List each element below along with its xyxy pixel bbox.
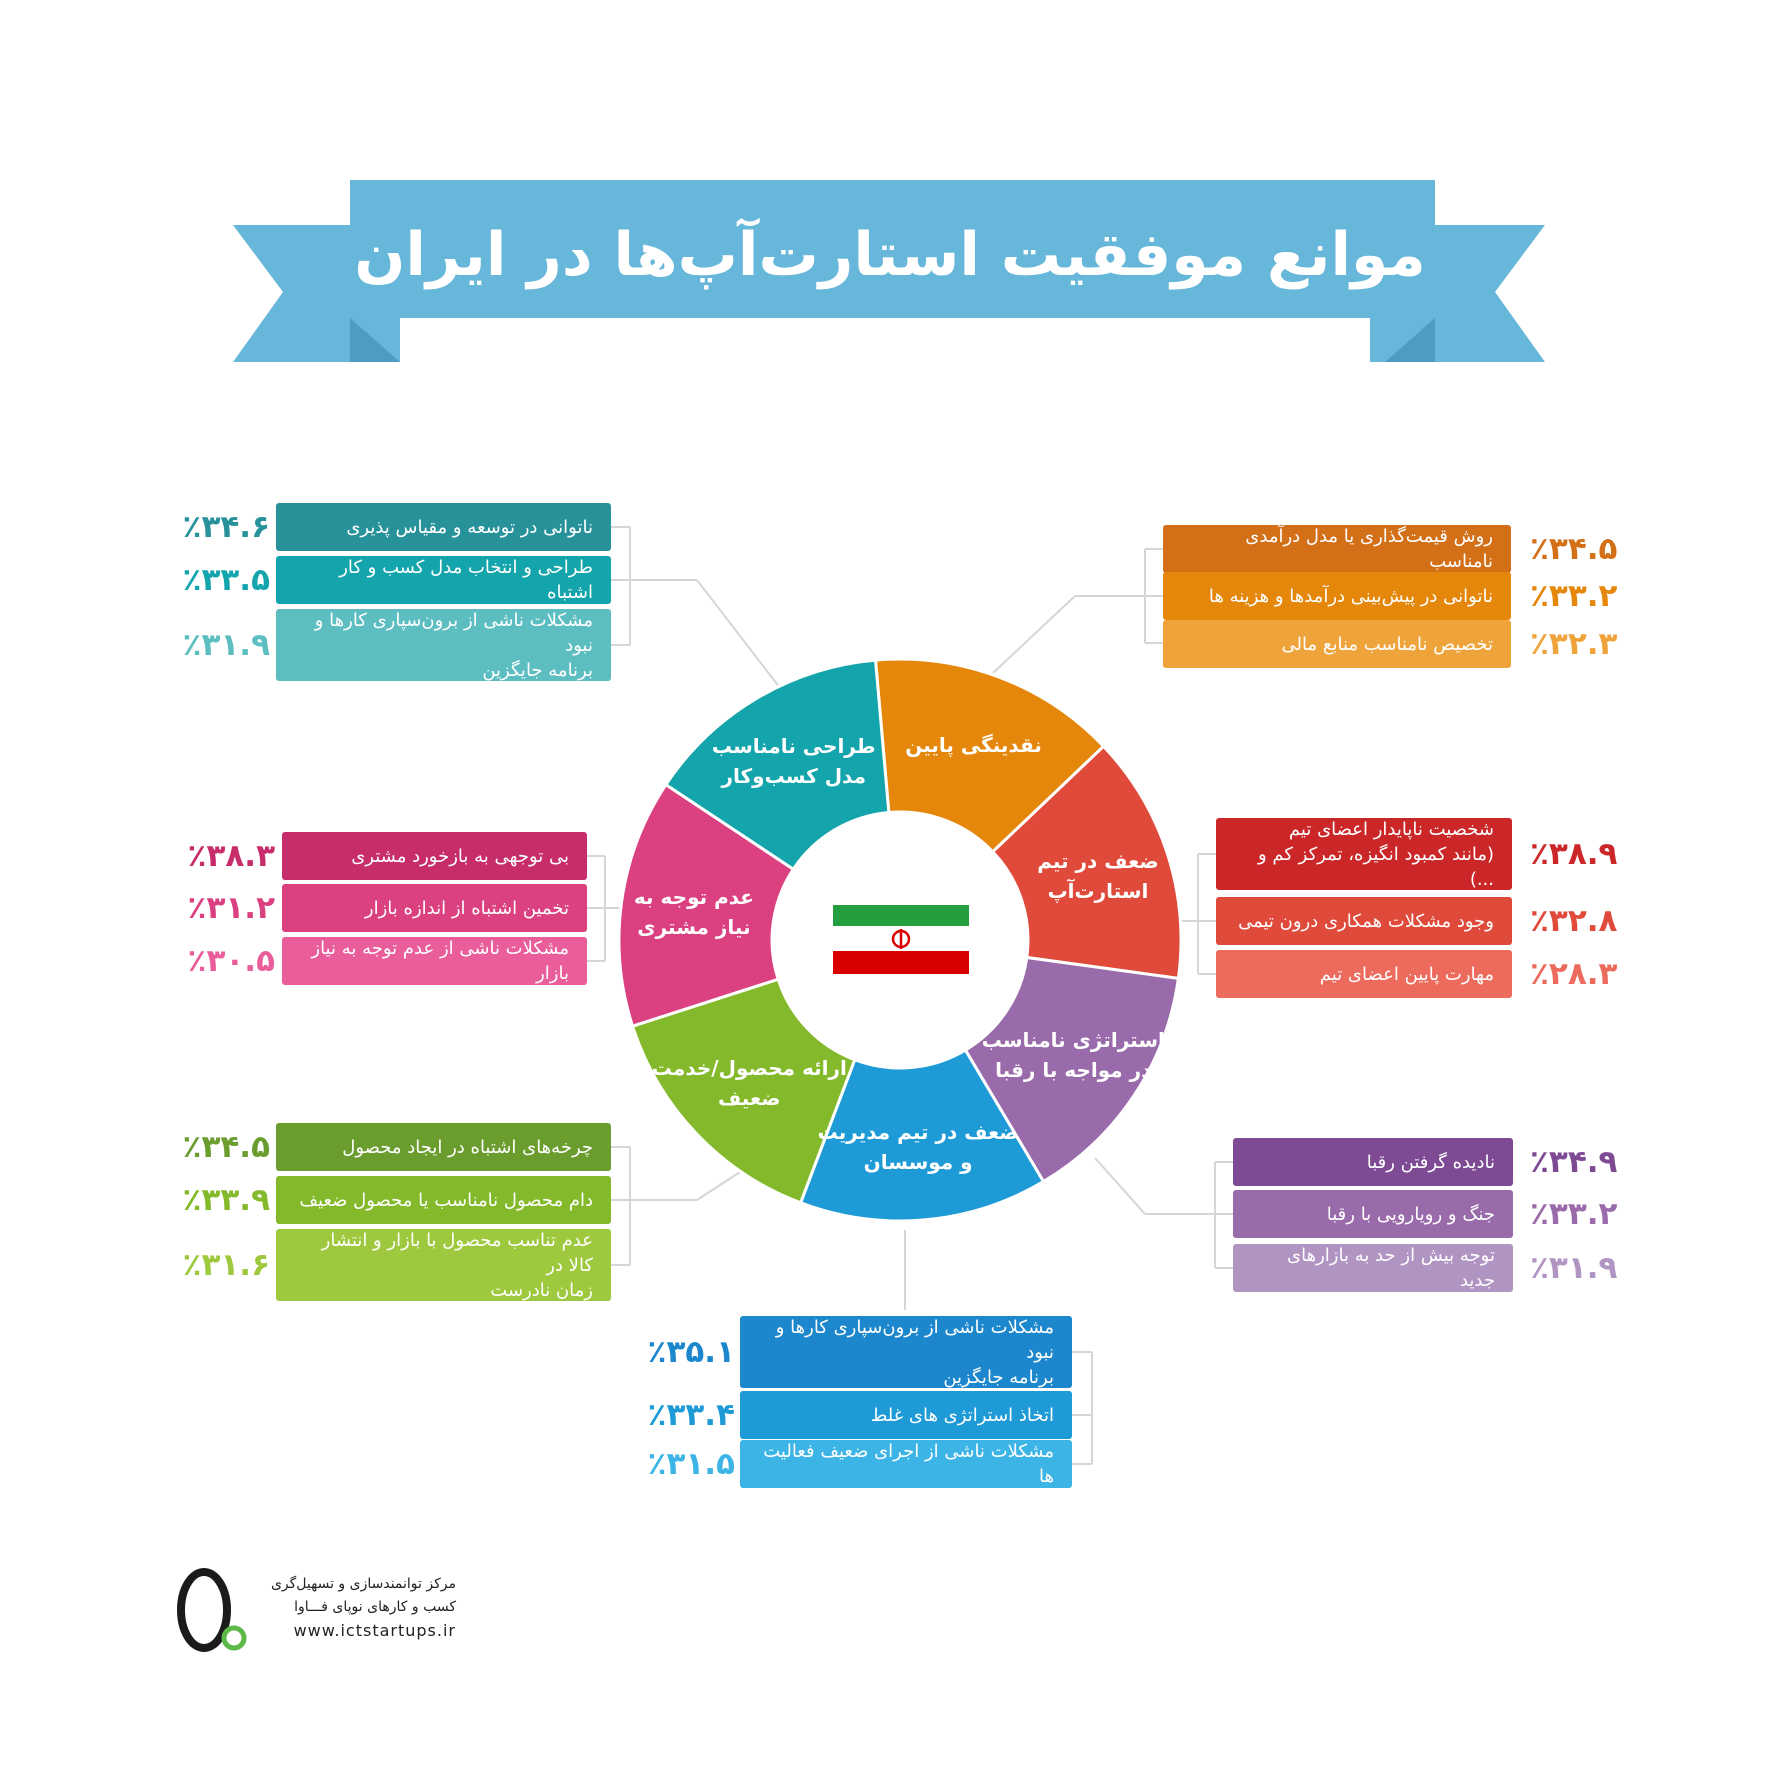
connector-line (1095, 1158, 1145, 1214)
item-percentage: ٪۳۸.۳ (187, 838, 275, 874)
item-percentage: ٪۳۳.۴ (647, 1397, 735, 1433)
item-percentage: ٪۳۱.۹ (1530, 1250, 1618, 1286)
item-text: مهارت پایین اعضای تیم (1319, 963, 1494, 985)
segment-label-line: ارائه محصول/خدمت (651, 1056, 847, 1081)
item-box (1163, 525, 1511, 573)
item-percentage: ٪۳۳.۵ (182, 562, 270, 598)
item-text: (مانند کمبود انگیزه، تمرکز کم و ...) (1257, 843, 1494, 890)
segment-label (982, 1025, 1165, 1085)
item-percentage: ٪۳۳.۲ (1530, 1196, 1618, 1232)
item-box (282, 937, 587, 985)
item-text: مشکلات ناشی از برون‌سپاری کارها و نبود (314, 609, 593, 656)
item-box (1216, 950, 1512, 998)
item-box (740, 1440, 1072, 1488)
logo-url: www.ictstartups.ir (293, 1621, 456, 1640)
item-text: تخصیص نامناسب منابع مالی (1281, 633, 1493, 655)
item-text: برنامه جایگزین (943, 1366, 1054, 1388)
item-box (1216, 897, 1512, 945)
logo-text (256, 1573, 456, 1642)
item-box (276, 556, 611, 604)
item-box (282, 832, 587, 880)
item-box (1233, 1190, 1513, 1238)
item-box (1216, 818, 1512, 890)
item-box (276, 503, 611, 551)
segment-label (905, 730, 1042, 760)
page-title: موانع موفقیت استارت‌آپ‌ها در ایران (354, 220, 1426, 290)
item-box (282, 884, 587, 932)
segment-label-line: عدم توجه به (633, 884, 754, 909)
connector-line (697, 580, 780, 688)
item-text: مشکلات ناشی از عدم توجه به نیاز بازار (311, 938, 569, 984)
item-percentage: ٪۳۰.۵ (187, 943, 275, 979)
segment-label-line: و موسسان (863, 1150, 973, 1175)
item-percentage: ٪۳۱.۲ (187, 890, 275, 926)
segment-label-line: نیاز مشتری (637, 914, 751, 939)
item-text: مشکلات ناشی از برون‌سپاری کارها و نبود (775, 1316, 1054, 1363)
item-text: زمان نادرست (490, 1279, 593, 1301)
item-box (1163, 572, 1511, 620)
item-text: چرخه‌های اشتباه در ایجاد محصول (342, 1136, 593, 1158)
logo-line-1: مرکز توانمندسازی و تسهیل‌گری (270, 1576, 456, 1592)
item-box (1233, 1244, 1513, 1292)
connector-line (697, 1172, 740, 1200)
item-text: توجه بیش از حد به بازارهای جدید (1287, 1245, 1495, 1291)
item-text: ناتوانی در توسعه و مقیاس پذیری (346, 516, 593, 538)
segment-label-line: مدل کسب‌وکار (721, 764, 866, 789)
item-text: تخمین اشتباه از اندازه بازار (364, 897, 569, 919)
item-percentage: ٪۳۳.۹ (182, 1182, 270, 1218)
item-box (276, 609, 611, 681)
item-percentage: ٪۳۱.۹ (182, 627, 270, 663)
item-percentage: ٪۳۴.۶ (182, 509, 270, 545)
segment-label (634, 882, 754, 942)
segment-label-line: ضعف در تیم مدیریت (817, 1120, 1019, 1145)
segment-label (652, 1053, 847, 1113)
segment-label-line: طراحی نامناسب (711, 734, 876, 759)
iran-flag-icon (833, 905, 969, 974)
item-percentage: ٪۳۲.۸ (1530, 903, 1618, 939)
item-text: اتخاذ استراتژی های غلط (870, 1404, 1054, 1426)
item-percentage: ٪۳۴.۵ (1530, 531, 1618, 567)
item-percentage: ٪۳۵.۱ (647, 1334, 735, 1370)
item-box (740, 1316, 1072, 1388)
item-box (276, 1123, 611, 1171)
item-box (276, 1176, 611, 1224)
item-box (1163, 620, 1511, 668)
segment-label-line: ضعف در تیم (1037, 849, 1159, 874)
item-percentage: ٪۳۴.۹ (1530, 1144, 1618, 1180)
fava-logo-icon (181, 1572, 244, 1648)
item-box (740, 1391, 1072, 1439)
item-percentage: ٪۳۲.۳ (1530, 626, 1618, 662)
segment-label-line: نقدینگی پایین (905, 733, 1042, 758)
segment-label (1037, 846, 1159, 906)
item-percentage: ٪۳۱.۵ (647, 1446, 735, 1482)
item-percentage: ٪۲۸.۳ (1530, 956, 1618, 992)
item-box (276, 1229, 611, 1301)
connector-line (993, 596, 1075, 673)
segment-label (712, 731, 876, 791)
item-text: مشکلات ناشی از اجرای ضعیف فعالیت ها (763, 1441, 1054, 1487)
item-text: ناتوانی در پیش‌بینی درآمدها و هزینه ها (1208, 585, 1493, 607)
item-text: دام محصول نامناسب یا محصول ضعیف (299, 1189, 593, 1211)
item-text: شخصیت ناپایدار اعضای تیم (1288, 818, 1494, 840)
item-text: بی توجهی به بازخورد مشتری (351, 845, 569, 867)
item-text: طراحی و انتخاب مدل کسب و کار اشتباه (339, 557, 593, 603)
item-text: روش قیمت‌گذاری یا مدل درآمدی نامناسب (1245, 526, 1493, 572)
item-text: برنامه جایگزین (482, 659, 593, 681)
item-percentage: ٪۳۴.۵ (182, 1129, 270, 1165)
segment-label-line: ضعیف (717, 1086, 781, 1111)
segment-label (818, 1117, 1019, 1177)
segment-label-line: در مواجه با رقبا (995, 1058, 1152, 1083)
segment-label-line: استراتژی نامناسب (981, 1028, 1165, 1053)
item-text: عدم تناسب محصول با بازار و انتشار کالا در (321, 1229, 593, 1276)
segment-label-line: استارت‌آپ (1047, 879, 1149, 904)
item-text: جنگ و رویارویی با رقبا (1326, 1203, 1495, 1225)
item-percentage: ٪۳۳.۲ (1530, 578, 1618, 614)
logo-line-2: کسب و کارهای نوپای فـــاوا (294, 1599, 456, 1615)
item-box (1233, 1138, 1513, 1186)
item-text: وجود مشکلات همکاری درون تیمی (1238, 910, 1494, 932)
item-percentage: ٪۳۱.۶ (182, 1247, 270, 1283)
item-text: نادیده گرفتن رقبا (1366, 1151, 1495, 1173)
item-percentage: ٪۳۸.۹ (1530, 836, 1618, 872)
